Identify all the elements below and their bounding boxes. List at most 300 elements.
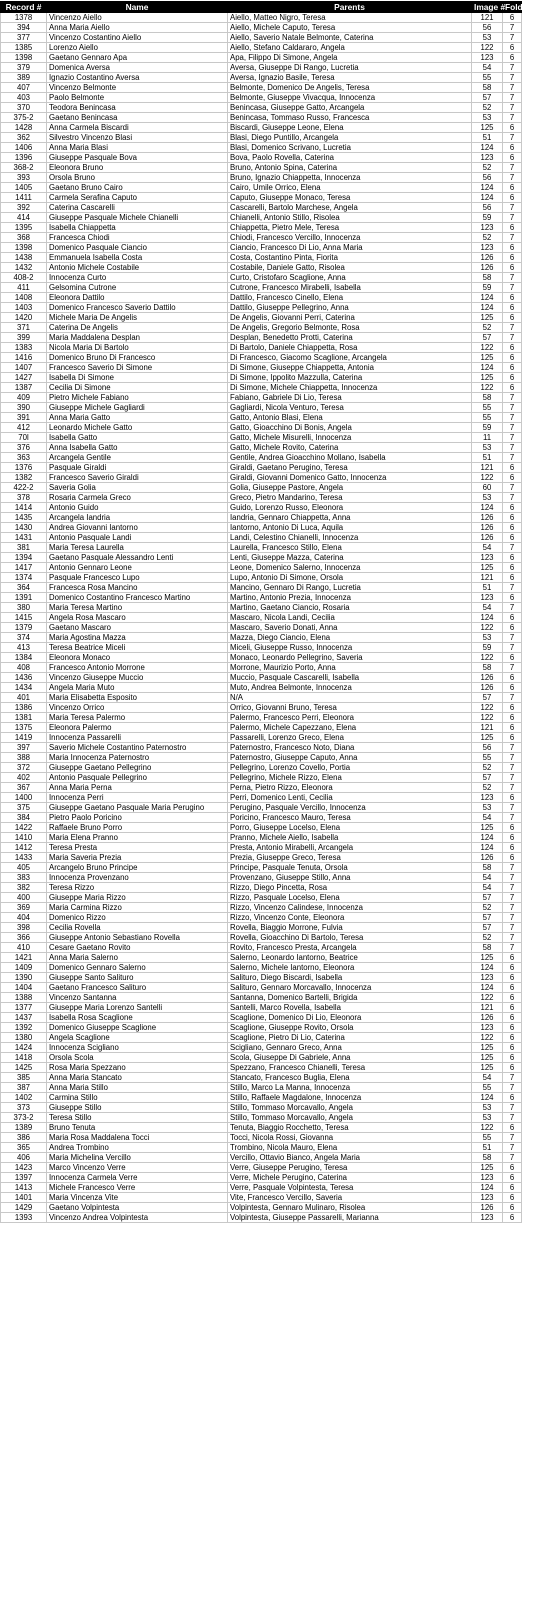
image-cell: 53	[472, 633, 503, 643]
table-row	[1, 33, 522, 43]
image-cell: 126	[472, 523, 503, 533]
image-cell: 126	[472, 1013, 503, 1023]
name-cell: Giuseppe Pasquale Bova	[47, 153, 228, 163]
record-cell: 1431	[1, 533, 47, 543]
parents-cell: Chiappetta, Pietro Mele, Teresa	[228, 223, 472, 233]
image-cell: 124	[472, 303, 503, 313]
parents-cell: Cutrone, Francesco Mirabelli, Isabella	[228, 283, 472, 293]
parents-cell: Martino, Gaetano Ciancio, Rosaria	[228, 603, 472, 613]
parents-cell: Scaglione, Domenico Di Lio, Eleonora	[228, 1013, 472, 1023]
parents-cell: Bova, Paolo Rovella, Caterina	[228, 153, 472, 163]
parents-cell: Verre, Pasquale Volpintesta, Teresa	[228, 1183, 472, 1193]
image-cell: 122	[472, 1123, 503, 1133]
record-cell: 408-2	[1, 273, 47, 283]
table-row	[1, 513, 522, 523]
image-cell: 125	[472, 733, 503, 743]
name-cell: Silvestro Vincenzo Blasi	[47, 133, 228, 143]
parents-cell: Stillo, Tommaso Morcavallo, Angela	[228, 1103, 472, 1113]
record-cell: 408	[1, 663, 47, 673]
image-cell: 123	[472, 223, 503, 233]
folder-cell: 7	[503, 443, 522, 453]
image-cell: 121	[472, 13, 503, 23]
table-row	[1, 983, 522, 993]
name-cell: Carmina Stillo	[47, 1093, 228, 1103]
record-cell: 1376	[1, 463, 47, 473]
name-cell: Gaetano Bruno Cairo	[47, 183, 228, 193]
name-cell: Marco Vincenzo Verre	[47, 1163, 228, 1173]
image-cell: 58	[472, 273, 503, 283]
parents-cell: Paternostro, Giuseppe Caputo, Anna	[228, 753, 472, 763]
parents-cell: Martino, Antonio Prezia, Innocenza	[228, 593, 472, 603]
table-row	[1, 1113, 522, 1123]
image-cell: 124	[472, 143, 503, 153]
table-row	[1, 143, 522, 153]
parents-cell: Scola, Giuseppe Di Gabriele, Anna	[228, 1053, 472, 1063]
record-cell: 1403	[1, 303, 47, 313]
record-cell: 393	[1, 173, 47, 183]
record-cell: 1420	[1, 313, 47, 323]
table-row	[1, 1173, 522, 1183]
table-row	[1, 883, 522, 893]
image-cell: 58	[472, 83, 503, 93]
name-cell: Maria Maddalena Desplan	[47, 333, 228, 343]
name-cell: Giuseppe Pasquale Michele Chianelli	[47, 213, 228, 223]
record-cell: 1412	[1, 843, 47, 853]
folder-cell: 7	[503, 813, 522, 823]
folder-cell: 6	[503, 183, 522, 193]
record-cell: 1432	[1, 263, 47, 273]
record-cell: 1392	[1, 1023, 47, 1033]
table-row	[1, 1153, 522, 1163]
name-cell: Vincenzo Giuseppe Muccio	[47, 673, 228, 683]
folder-cell: 7	[503, 803, 522, 813]
table-row	[1, 343, 522, 353]
image-cell: 52	[472, 103, 503, 113]
image-cell: 126	[472, 1203, 503, 1213]
image-cell: 124	[472, 833, 503, 843]
name-cell: Angela Scaglione	[47, 1033, 228, 1043]
folder-cell: 7	[503, 133, 522, 143]
parents-cell: Blasi, Domenico Scrivano, Lucretia	[228, 143, 472, 153]
table-row	[1, 853, 522, 863]
image-cell: 59	[472, 213, 503, 223]
record-cell: 1404	[1, 983, 47, 993]
folder-cell: 6	[503, 653, 522, 663]
name-cell: Pasquale Giraldi	[47, 463, 228, 473]
parents-cell: Vite, Francesco Vercillo, Saveria	[228, 1193, 472, 1203]
record-cell: 376	[1, 443, 47, 453]
folder-cell: 7	[503, 633, 522, 643]
image-cell: 123	[472, 153, 503, 163]
name-cell: Andrea Giovanni Iantorno	[47, 523, 228, 533]
table-row	[1, 933, 522, 943]
image-cell: 53	[472, 33, 503, 43]
image-cell: 58	[472, 943, 503, 953]
parents-cell: Di Francesco, Giacomo Scaglione, Arcangela	[228, 353, 472, 363]
record-cell: 397	[1, 743, 47, 753]
record-cell: 413	[1, 643, 47, 653]
folder-cell: 6	[503, 713, 522, 723]
folder-cell: 6	[503, 383, 522, 393]
parents-cell: Iantorno, Antonio Di Luca, Aquila	[228, 523, 472, 533]
folder-cell: 7	[503, 113, 522, 123]
image-cell: 121	[472, 1003, 503, 1013]
folder-cell: 7	[503, 163, 522, 173]
image-cell: 56	[472, 743, 503, 753]
record-cell: 1393	[1, 1213, 47, 1223]
name-cell: Giuseppe Stillo	[47, 1103, 228, 1113]
record-cell: 1387	[1, 383, 47, 393]
header-name: Name	[47, 2, 228, 13]
image-cell: 124	[472, 193, 503, 203]
parents-cell: Benincasa, Giuseppe Gatto, Arcangela	[228, 103, 472, 113]
record-cell: 1434	[1, 683, 47, 693]
folder-cell: 7	[503, 213, 522, 223]
name-cell: Antonio Pasquale Pellegrino	[47, 773, 228, 783]
table-row	[1, 773, 522, 783]
image-cell: 126	[472, 263, 503, 273]
name-cell: Giuseppe Santo Salituro	[47, 973, 228, 983]
table-row	[1, 443, 522, 453]
image-cell: 52	[472, 233, 503, 243]
name-cell: Anna Maria Aiello	[47, 23, 228, 33]
name-cell: Giuseppe Maria Rizzo	[47, 893, 228, 903]
parents-cell: Rovito, Francesco Presta, Arcangela	[228, 943, 472, 953]
folder-cell: 6	[503, 593, 522, 603]
name-cell: Cecilia Di Simone	[47, 383, 228, 393]
table-row	[1, 703, 522, 713]
table-row	[1, 573, 522, 583]
image-cell: 125	[472, 1063, 503, 1073]
record-cell: 1386	[1, 703, 47, 713]
folder-cell: 7	[503, 283, 522, 293]
record-cell: 1429	[1, 1203, 47, 1213]
table-row	[1, 653, 522, 663]
parents-cell: Aversa, Ignazio Basile, Teresa	[228, 73, 472, 83]
name-cell: Michele Francesco Verre	[47, 1183, 228, 1193]
folder-cell: 7	[503, 1133, 522, 1143]
parents-cell: Poricino, Francesco Mauro, Teresa	[228, 813, 472, 823]
image-cell: 55	[472, 753, 503, 763]
name-cell: Rosa Maria Spezzano	[47, 1063, 228, 1073]
folder-cell: 7	[503, 933, 522, 943]
parents-cell: Cascarelli, Bartolo Marchese, Angela	[228, 203, 472, 213]
folder-cell: 7	[503, 1143, 522, 1153]
name-cell: Giuseppe Gaetano Pasquale Maria Perugino	[47, 803, 228, 813]
image-cell: 56	[472, 23, 503, 33]
parents-cell: Scigliano, Gennaro Greco, Anna	[228, 1043, 472, 1053]
parents-cell: Bruno, Ignazio Chiappetta, Innocenza	[228, 173, 472, 183]
record-cell: 405	[1, 863, 47, 873]
record-cell: 1411	[1, 193, 47, 203]
name-cell: Anna Isabella Gatto	[47, 443, 228, 453]
parents-cell: Vercillo, Ottavio Bianco, Angela Maria	[228, 1153, 472, 1163]
parents-cell: Principe, Pasquale Tenuta, Orsola	[228, 863, 472, 873]
image-cell: 125	[472, 1163, 503, 1173]
record-cell: 1416	[1, 353, 47, 363]
folder-cell: 6	[503, 1013, 522, 1023]
name-cell: Giuseppe Michele Gagliardi	[47, 403, 228, 413]
name-cell: Maria Carmina Rizzo	[47, 903, 228, 913]
table-row	[1, 913, 522, 923]
table-row	[1, 1063, 522, 1073]
table-row	[1, 103, 522, 113]
image-cell: 121	[472, 723, 503, 733]
name-cell: Giuseppe Gaetano Pellegrino	[47, 763, 228, 773]
image-cell: 57	[472, 93, 503, 103]
table-row	[1, 1103, 522, 1113]
parents-cell: Aiello, Saverio Natale Belmonte, Caterina	[228, 33, 472, 43]
image-cell: 54	[472, 603, 503, 613]
record-cell: 372	[1, 763, 47, 773]
table-row	[1, 183, 522, 193]
table-row	[1, 943, 522, 953]
image-cell: 126	[472, 673, 503, 683]
name-cell: Anna Maria Perna	[47, 783, 228, 793]
table-row	[1, 973, 522, 983]
image-cell: 52	[472, 323, 503, 333]
parents-cell: Curto, Cristofaro Scaglione, Anna	[228, 273, 472, 283]
image-cell: 52	[472, 783, 503, 793]
image-cell: 51	[472, 1143, 503, 1153]
parents-cell: Rizzo, Pasquale Locelso, Elena	[228, 893, 472, 903]
table-row	[1, 1163, 522, 1173]
folder-cell: 7	[503, 903, 522, 913]
image-cell: 122	[472, 473, 503, 483]
table-body	[1, 13, 522, 1223]
table-row	[1, 583, 522, 593]
folder-cell: 7	[503, 873, 522, 883]
image-cell: 58	[472, 863, 503, 873]
name-cell: Domenico Costantino Francesco Martino	[47, 593, 228, 603]
name-cell: Gelsomina Cutrone	[47, 283, 228, 293]
parents-cell: Chianelli, Antonio Stillo, Risolea	[228, 213, 472, 223]
record-cell: 362	[1, 133, 47, 143]
image-cell: 123	[472, 1213, 503, 1223]
name-cell: Francesco Antonio Morrone	[47, 663, 228, 673]
folder-cell: 6	[503, 1213, 522, 1223]
name-cell: Domenica Aversa	[47, 63, 228, 73]
image-cell: 126	[472, 683, 503, 693]
folder-cell: 6	[503, 1173, 522, 1183]
record-cell: 1379	[1, 623, 47, 633]
image-cell: 125	[472, 1053, 503, 1063]
table-row	[1, 223, 522, 233]
folder-cell: 6	[503, 673, 522, 683]
record-cell: 1418	[1, 1053, 47, 1063]
table-row	[1, 213, 522, 223]
folder-cell: 7	[503, 583, 522, 593]
parents-cell: Aiello, Stefano Caldararo, Angela	[228, 43, 472, 53]
image-cell: 54	[472, 883, 503, 893]
parents-cell: Gatto, Antonio Blasi, Elena	[228, 413, 472, 423]
name-cell: Andrea Trombino	[47, 1143, 228, 1153]
table-row	[1, 813, 522, 823]
parents-cell: Muccio, Pasquale Cascarelli, Isabella	[228, 673, 472, 683]
folder-cell: 6	[503, 123, 522, 133]
image-cell: 53	[472, 803, 503, 813]
image-cell: 59	[472, 423, 503, 433]
folder-cell: 7	[503, 83, 522, 93]
image-cell: 126	[472, 533, 503, 543]
parents-cell: Scaglione, Giuseppe Rovito, Orsola	[228, 1023, 472, 1033]
table-row	[1, 673, 522, 683]
folder-cell: 6	[503, 1163, 522, 1173]
folder-cell: 6	[503, 573, 522, 583]
parents-cell: Giraldi, Giovanni Domenico Gatto, Innocenza	[228, 473, 472, 483]
folder-cell: 7	[503, 643, 522, 653]
image-cell: 54	[472, 63, 503, 73]
table-row	[1, 733, 522, 743]
record-cell: 374	[1, 633, 47, 643]
table-row	[1, 603, 522, 613]
folder-cell: 7	[503, 663, 522, 673]
image-cell: 122	[472, 1033, 503, 1043]
folder-cell: 6	[503, 683, 522, 693]
parents-cell: Bruno, Antonio Spina, Caterina	[228, 163, 472, 173]
name-cell: Gaetano Benincasa	[47, 113, 228, 123]
folder-cell: 7	[503, 63, 522, 73]
image-cell: 51	[472, 583, 503, 593]
image-cell: 122	[472, 713, 503, 723]
parents-cell: Provenzano, Giuseppe Stillo, Anna	[228, 873, 472, 883]
parents-cell: Di Bartolo, Daniele Chiappetta, Rosa	[228, 343, 472, 353]
image-cell: 55	[472, 403, 503, 413]
folder-cell: 7	[503, 273, 522, 283]
header-folder: Folder #	[503, 2, 522, 13]
table-row	[1, 903, 522, 913]
parents-cell: Rizzo, Vincenzo Conte, Eleonora	[228, 913, 472, 923]
name-cell: Caterina Cascarelli	[47, 203, 228, 213]
record-cell: 373-2	[1, 1113, 47, 1123]
parents-cell: Cairo, Umile Orrico, Elena	[228, 183, 472, 193]
image-cell: 57	[472, 893, 503, 903]
parents-cell: Perna, Pietro Rizzo, Eleonora	[228, 783, 472, 793]
record-cell: 394	[1, 23, 47, 33]
parents-cell: Presta, Antonio Mirabelli, Arcangela	[228, 843, 472, 853]
name-cell: Orsola Bruno	[47, 173, 228, 183]
table-row	[1, 1203, 522, 1213]
image-cell: 122	[472, 43, 503, 53]
name-cell: Arcangela Iandria	[47, 513, 228, 523]
name-cell: Antonio Guido	[47, 503, 228, 513]
table-row	[1, 463, 522, 473]
table-row	[1, 233, 522, 243]
folder-cell: 7	[503, 1153, 522, 1163]
folder-cell: 6	[503, 963, 522, 973]
table-row	[1, 713, 522, 723]
record-cell: 1419	[1, 733, 47, 743]
name-cell: Ignazio Costantino Aversa	[47, 73, 228, 83]
parents-cell: Rizzo, Diego Pincetta, Rosa	[228, 883, 472, 893]
name-cell: Innocenza Provenzano	[47, 873, 228, 883]
image-cell: 54	[472, 1073, 503, 1083]
record-cell: 1413	[1, 1183, 47, 1193]
record-cell: 368	[1, 233, 47, 243]
record-cell: 1395	[1, 223, 47, 233]
parents-cell: Biscardi, Giuseppe Leone, Elena	[228, 123, 472, 133]
parents-cell: Golia, Giuseppe Pastore, Angela	[228, 483, 472, 493]
table-row	[1, 63, 522, 73]
name-cell: Angela Maria Muto	[47, 683, 228, 693]
folder-cell: 6	[503, 1063, 522, 1073]
name-cell: Arcangela Gentile	[47, 453, 228, 463]
parents-cell: Orrico, Giovanni Bruno, Teresa	[228, 703, 472, 713]
record-cell: 363	[1, 453, 47, 463]
table-row	[1, 453, 522, 463]
image-cell: 126	[472, 853, 503, 863]
image-cell: 57	[472, 693, 503, 703]
record-cell: 399	[1, 333, 47, 343]
table-row	[1, 953, 522, 963]
name-cell: Vincenzo Orrico	[47, 703, 228, 713]
table-row	[1, 363, 522, 373]
name-cell: Paolo Belmonte	[47, 93, 228, 103]
image-cell: 125	[472, 1043, 503, 1053]
parents-cell: Volpintesta, Giuseppe Passarelli, Marianna	[228, 1213, 472, 1223]
folder-cell: 6	[503, 353, 522, 363]
image-cell: 59	[472, 283, 503, 293]
record-cell: 373	[1, 1103, 47, 1113]
table-row	[1, 1083, 522, 1093]
parents-cell: Pellegrino, Lorenzo Covello, Portia	[228, 763, 472, 773]
parents-cell: Mascaro, Nicola Landi, Cecilia	[228, 613, 472, 623]
folder-cell: 7	[503, 73, 522, 83]
parents-cell: Gatto, Michele Rovito, Caterina	[228, 443, 472, 453]
name-cell: Vincenzo Aiello	[47, 13, 228, 23]
image-cell: 124	[472, 613, 503, 623]
name-cell: Antonio Gennaro Leone	[47, 563, 228, 573]
record-cell: 70l	[1, 433, 47, 443]
image-cell: 53	[472, 1113, 503, 1123]
folder-cell: 6	[503, 553, 522, 563]
image-cell: 124	[472, 293, 503, 303]
parents-cell: Aversa, Giuseppe Di Rango, Lucretia	[228, 63, 472, 73]
image-cell: 51	[472, 133, 503, 143]
name-cell: Arcangelo Bruno Principe	[47, 863, 228, 873]
parents-cell: Gatto, Michele Misurelli, Innocenza	[228, 433, 472, 443]
name-cell: Maria Elisabetta Esposito	[47, 693, 228, 703]
record-cell: 403	[1, 93, 47, 103]
record-cell: 1422	[1, 823, 47, 833]
parents-cell: Tenuta, Biaggio Rocchetto, Teresa	[228, 1123, 472, 1133]
table-row	[1, 373, 522, 383]
record-cell: 1394	[1, 553, 47, 563]
parents-cell: Mascaro, Saverio Donati, Anna	[228, 623, 472, 633]
name-cell: Maria Vincenza Vite	[47, 1193, 228, 1203]
name-cell: Innocenza Perri	[47, 793, 228, 803]
parents-cell: Gatto, Gioacchino Di Bonis, Angela	[228, 423, 472, 433]
name-cell: Innocenza Carmela Verre	[47, 1173, 228, 1183]
name-cell: Rosaria Carmela Greco	[47, 493, 228, 503]
record-cell: 1433	[1, 853, 47, 863]
folder-cell: 6	[503, 1203, 522, 1213]
parents-cell: Spezzano, Francesco Chianelli, Teresa	[228, 1063, 472, 1073]
folder-cell: 6	[503, 363, 522, 373]
parents-cell: Rizzo, Vincenzo Calindese, Innocenza	[228, 903, 472, 913]
name-cell: Giuseppe Antonio Sebastiano Rovella	[47, 933, 228, 943]
folder-cell: 7	[503, 773, 522, 783]
folder-cell: 7	[503, 743, 522, 753]
folder-cell: 7	[503, 753, 522, 763]
name-cell: Pietro Michele Fabiano	[47, 393, 228, 403]
table-row	[1, 13, 522, 23]
image-cell: 56	[472, 173, 503, 183]
folder-cell: 6	[503, 983, 522, 993]
parents-cell: Salituro, Diego Biscardi, Isabella	[228, 973, 472, 983]
record-cell: 410	[1, 943, 47, 953]
parents-cell: Palermo, Michele Capezzano, Elena	[228, 723, 472, 733]
